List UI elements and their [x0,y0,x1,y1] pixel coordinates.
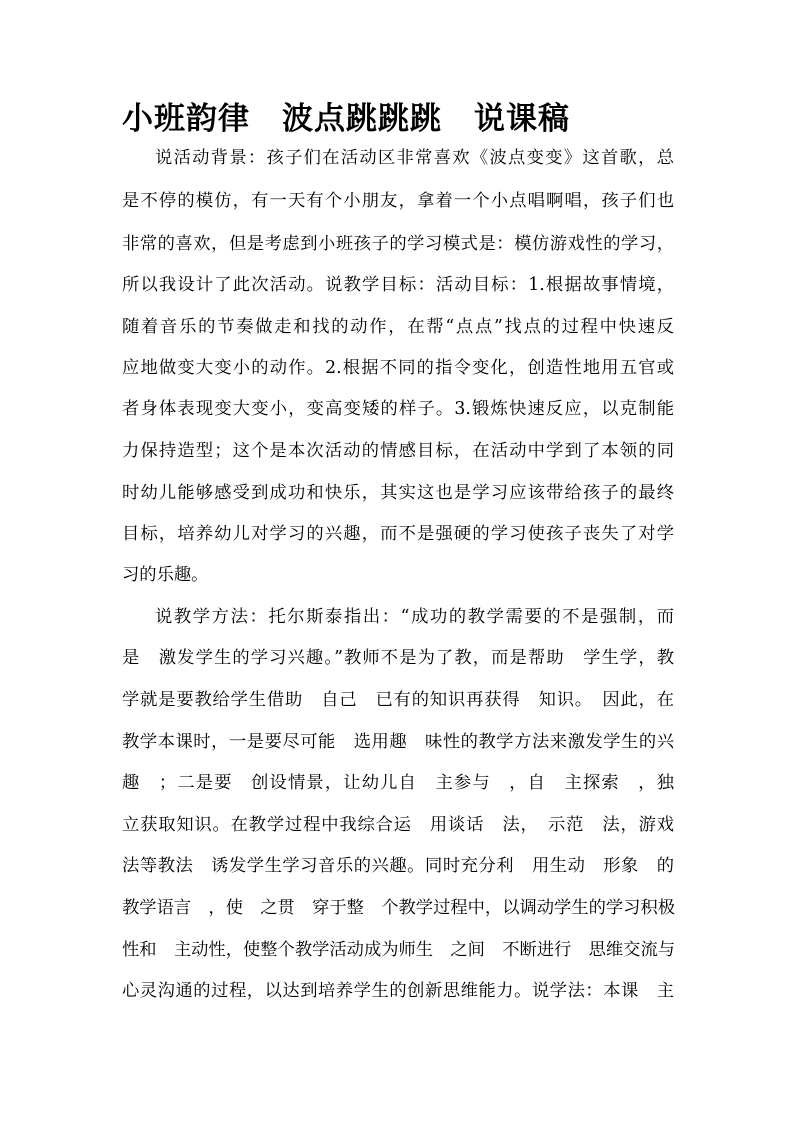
paragraph-1-line-4: 所以我设计了此次活动。说教学目标：活动目标：1.根据故事情境， [122,275,674,295]
paragraph-2-line-10: 心灵沟通的过程，以达到培养学生的创新思维能力。说学法：本课 主 [122,981,674,1001]
paragraph-1-line-2: 是不停的模仿，有一天有个小朋友，拿着一个小点唱啊唱，孩子们也 [122,191,674,211]
paragraph-2-line-1: 说教学方法：托尔斯泰指出：“成功的教学需要的不是强制，而 [155,607,674,627]
paragraph-1-line-3: 非常的喜欢，但是考虑到小班孩子的学习模式是：模仿游戏性的学习， [122,234,674,254]
paragraph-2-line-3: 学就是要教给学生借助 自己 已有的知识再获得 知识。 因此，在 [122,690,674,710]
paragraph-1-line-11: 习的乐趣。 [122,565,209,585]
paragraph-1-line-6: 应地做变大变小的动作。2.根据不同的指令变化，创造性地用五官或 [122,358,674,378]
paragraph-2-line-4: 教学本课时，一是要尽可能 选用趣 味性的教学方法来激发学生的兴 [122,732,674,752]
paragraph-2-line-7: 法等教法 诱发学生学习音乐的兴趣。同时充分利 用生动 形象 的 [122,856,674,876]
paragraph-2-line-9: 性和 主动性，使整个教学活动成为师生 之间 不断进行 思维交流与 [122,940,676,960]
paragraph-1-line-8: 力保持造型；这个是本次活动的情感目标，在活动中学到了本领的同 [122,441,674,461]
paragraph-1-line-7: 者身体表现变大变小，变高变矮的样子。3.锻炼快速反应，以克制能 [122,399,674,419]
paragraph-1-line-10: 目标，培养幼儿对学习的兴趣，而不是强硬的学习使孩子丧失了对学 [122,524,674,544]
paragraph-2-line-5: 趣 ；二是要 创设情景，让幼儿自 主参与 ，自 主探索 ，独 [122,773,674,793]
paragraph-2-line-8: 教学语言 ，使 之贯 穿于整 个教学过程中，以调动学生的学习积极 [122,898,676,918]
paragraph-1-line-1: 说活动背景：孩子们在活动区非常喜欢《波点变变》这首歌，总 [155,148,674,168]
document-title: 小班韵律 波点跳跳跳 说课稿 [122,101,570,137]
paragraph-1-line-5: 随着音乐的节奏做走和找的动作，在帮“点点”找点的过程中快速反 [122,317,674,337]
paragraph-1-line-9: 时幼儿能够感受到成功和快乐，其实这也是学习应该带给孩子的最终 [122,483,674,503]
paragraph-2-line-6: 立获取知识。在教学过程中我综合运 用谈话 法， 示范 法，游戏 [122,815,674,835]
paragraph-2-line-2: 是 激发学生的学习兴趣。”教师不是为了教，而是帮助 学生学，教 [122,648,674,668]
